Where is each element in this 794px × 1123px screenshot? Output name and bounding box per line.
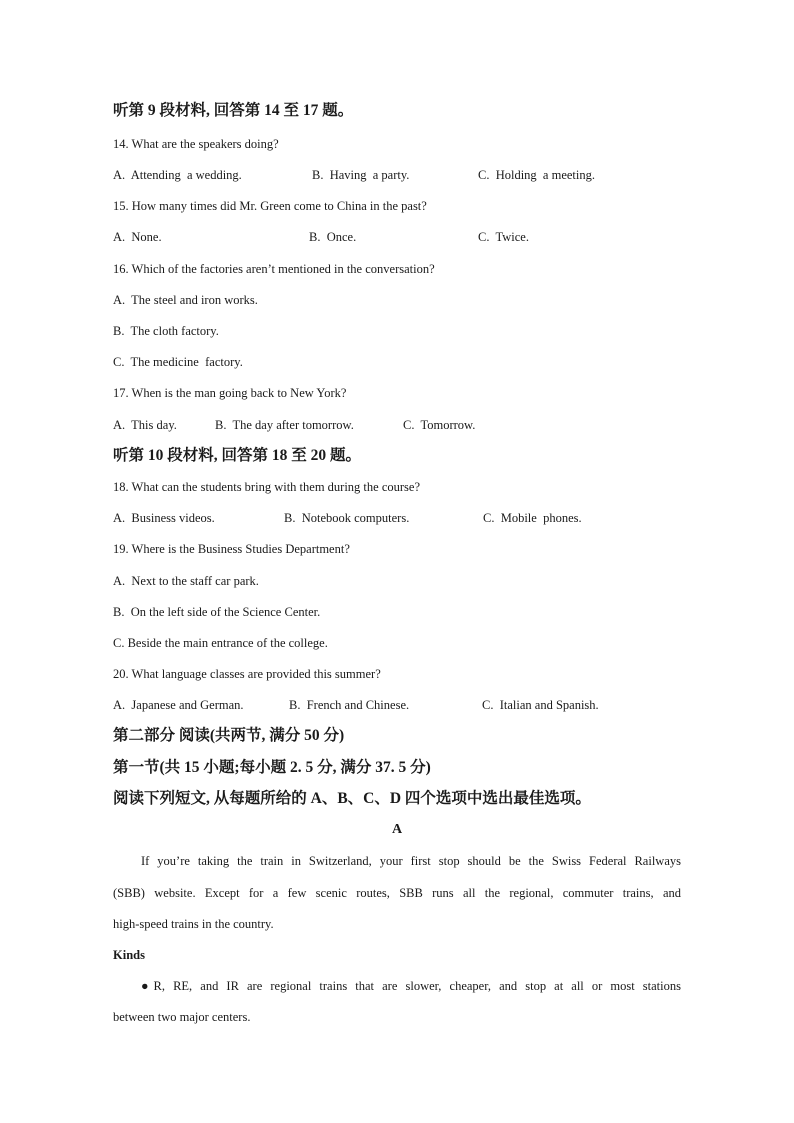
option-17a: A. This day. — [113, 418, 177, 432]
option-15c: C. Twice. — [478, 230, 529, 244]
option-15a: A. None. — [113, 230, 162, 244]
question-20: 20. What language classes are provided this summer? — [113, 667, 381, 681]
option-20a: A. Japanese and German. — [113, 698, 244, 712]
option-17c: C. Tomorrow. — [403, 418, 476, 432]
part2-heading: 第二部分 阅读(共两节, 满分 50 分) — [113, 727, 345, 744]
option-20c: C. Italian and Spanish. — [482, 698, 599, 712]
section-heading-10: 听第 10 段材料, 回答第 18 至 20 题。 — [113, 447, 362, 464]
kinds-bullet-line-2: between two major centers. — [113, 1010, 251, 1024]
kinds-heading: Kinds — [113, 948, 145, 962]
option-19a: A. Next to the staff car park. — [113, 574, 259, 588]
part2-section1-heading: 第一节(共 15 小题;每小题 2. 5 分, 满分 37. 5 分) — [113, 759, 431, 776]
question-19: 19. Where is the Business Studies Department? — [113, 542, 350, 556]
option-18c: C. Mobile phones. — [483, 511, 582, 525]
option-16b: B. The cloth factory. — [113, 324, 219, 338]
passage-intro-line-1: If you’re taking the train in Switzerland, your first stop should be the Swiss Federal Railways — [141, 854, 681, 868]
passage-intro-line-3: high-speed trains in the country. — [113, 917, 274, 931]
question-15: 15. How many times did Mr. Green come to China in the past? — [113, 199, 427, 213]
kinds-bullet-line-1: ●R, RE, and IR are regional trains that are slower, cheaper, and stop at all or most stations — [141, 979, 681, 993]
option-18b: B. Notebook computers. — [284, 511, 410, 525]
section-heading-9: 听第 9 段材料, 回答第 14 至 17 题。 — [113, 102, 354, 119]
passage-letter: A — [391, 822, 403, 837]
option-16a: A. The steel and iron works. — [113, 293, 258, 307]
question-18: 18. What can the students bring with them during the course? — [113, 480, 420, 494]
option-20b: B. French and Chinese. — [289, 698, 410, 712]
option-18a: A. Business videos. — [113, 511, 215, 525]
option-19c: C. Beside the main entrance of the college. — [113, 636, 328, 650]
question-17: 17. When is the man going back to New York? — [113, 386, 347, 400]
option-17b: B. The day after tomorrow. — [215, 418, 354, 432]
option-14a: A. Attending a wedding. — [113, 168, 242, 182]
passage-intro-line-2: (SBB) website. Except for a few scenic routes, SBB runs all the regional, commuter trains, and — [113, 886, 681, 900]
question-14: 14. What are the speakers doing? — [113, 137, 279, 151]
option-14c: C. Holding a meeting. — [478, 168, 595, 182]
part2-instruction: 阅读下列短文, 从每题所给的 A、B、C、D 四个选项中选出最佳选项。 — [113, 790, 591, 807]
option-16c: C. The medicine factory. — [113, 355, 243, 369]
option-14b: B. Having a party. — [312, 168, 410, 182]
question-16: 16. Which of the factories aren’t mentioned in the conversation? — [113, 262, 435, 276]
option-19b: B. On the left side of the Science Center. — [113, 605, 321, 619]
option-15b: B. Once. — [309, 230, 357, 244]
